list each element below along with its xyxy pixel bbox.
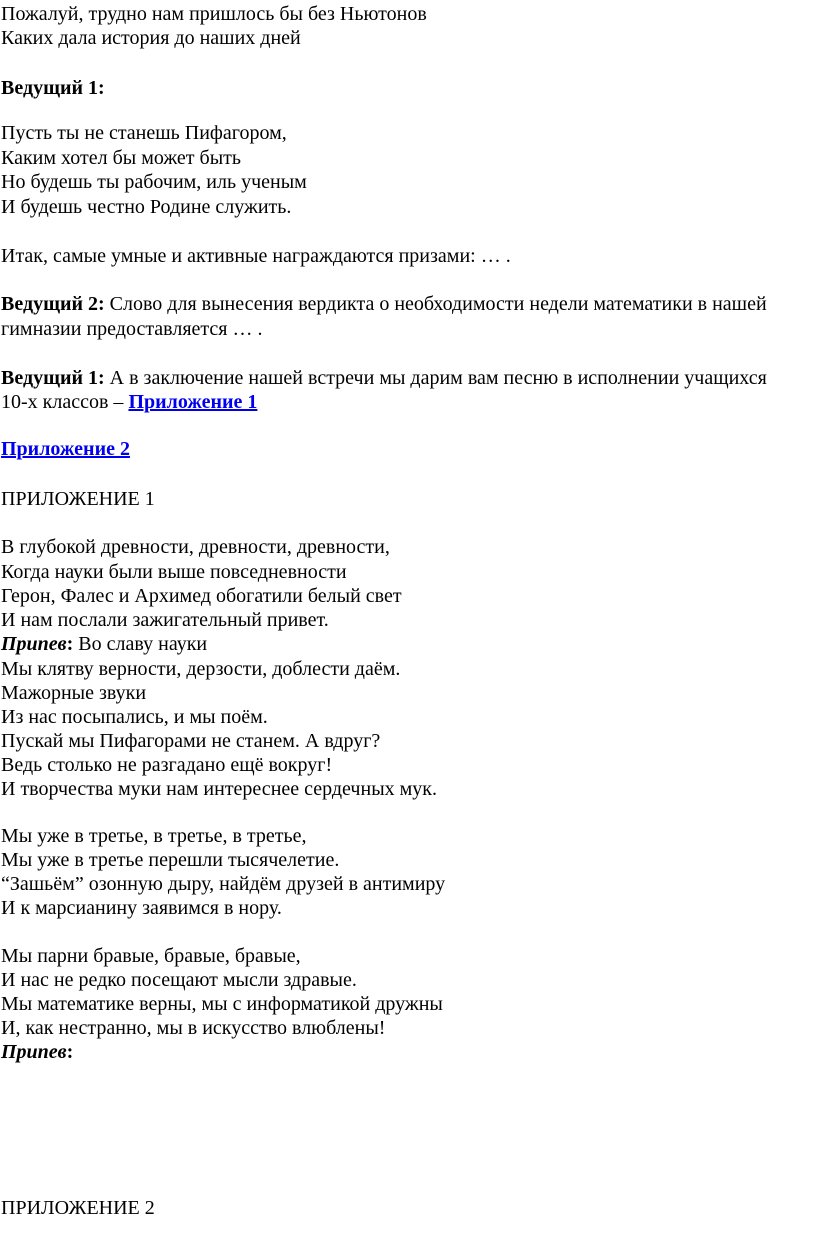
- speaker-2-text-1: Слово для вынесения вердикта о необходимости недели математики в нашей: [104, 293, 767, 315]
- song-verse-2-line-1: Мы уже в третье, в третье, в третье,: [1, 825, 307, 847]
- chorus-line-2: Мажорные звуки: [1, 682, 147, 704]
- song-verse-2-line-4: И к марсианину заявимся в нору.: [1, 897, 282, 919]
- intro-line-2: Каких дала история до наших дней: [1, 27, 301, 49]
- song-verse-1-line-2: Когда науки были выше повседневности: [1, 561, 347, 583]
- song-verse-1-line-3: Герон, Фалес и Архимед обогатили белый свет: [1, 585, 402, 607]
- speaker-1-heading: Ведущий 1:: [1, 77, 105, 99]
- song-verse-1-line-4: И нам послали зажигательный привет.: [1, 609, 329, 631]
- chorus-first-line: [1, 632, 207, 656]
- song-verse-2-line-3: “Зашьём” озонную дыру, найдём друзей в антимиру: [1, 873, 446, 895]
- song-verse-3-line-2: И нас не редко посещают мысли здравые.: [1, 969, 357, 991]
- chorus-end-label: Припев: [1, 1041, 67, 1063]
- song-verse-3-line-4: И, как нестранно, мы в искусство влюблены!: [1, 1017, 386, 1039]
- appendix-1-link[interactable]: Приложение 1: [128, 391, 258, 413]
- speaker-1-final-line-2: [1, 390, 257, 414]
- chorus-line-1: Мы клятву верности, дерзости, доблести даём.: [1, 658, 401, 680]
- speaker-2-label: Ведущий 2:: [1, 293, 105, 315]
- song-verse-3-line-1: Мы парни бравые, бравые, бравые,: [1, 945, 301, 967]
- chorus-line-5: Ведь столько не разгадано ещё вокруг!: [1, 754, 333, 776]
- speaker-2-line-2: гимназии предоставляется … .: [1, 318, 263, 340]
- chorus-label: Припев: [1, 633, 67, 655]
- speaker-1-final-text-1: А в заключение нашей встречи мы дарим вам песню в исполнении учащихся: [104, 367, 767, 389]
- poem-line-1: Пусть ты не станешь Пифагором,: [1, 122, 287, 144]
- song-verse-2-line-2: Мы уже в третье перешли тысячелетие.: [1, 849, 340, 871]
- song-verse-1-line-1: В глубокой древности, древности, древности,: [1, 536, 390, 558]
- chorus-end-line: [1, 1040, 73, 1064]
- appendix-2-heading: ПРИЛОЖЕНИЕ 2: [1, 1197, 155, 1219]
- poem-line-2: Каким хотел бы может быть: [1, 147, 242, 169]
- poem-line-3: Но будешь ты рабочим, иль ученым: [1, 171, 307, 193]
- chorus-line-4: Пускай мы Пифагорами не станем. А вдруг?: [1, 730, 381, 752]
- chorus-first-text: Во славу науки: [73, 633, 208, 655]
- appendix-2-link[interactable]: Приложение 2: [1, 438, 130, 460]
- appendix-2-link-line: [1, 437, 130, 461]
- chorus-colon: :: [66, 633, 74, 655]
- speaker-2-line-1: [1, 292, 767, 316]
- intro-line-1: Пожалуй, трудно нам пришлось бы без Ньютонов: [1, 3, 427, 25]
- speaker-1-final-line-1: [1, 366, 767, 390]
- poem-line-4: И будешь честно Родине служить.: [1, 196, 292, 218]
- song-verse-3-line-3: Мы математике верны, мы с информатикой дружны: [1, 993, 443, 1015]
- prizes-line: Итак, самые умные и активные награждаются призами: … .: [1, 245, 511, 267]
- chorus-line-6: И творчества муки нам интереснее сердечных мук.: [1, 778, 438, 800]
- speaker-1-final-label: Ведущий 1:: [1, 367, 105, 389]
- chorus-end-colon: :: [66, 1041, 74, 1063]
- chorus-line-3: Из нас посыпались, и мы поём.: [1, 706, 268, 728]
- appendix-1-heading: ПРИЛОЖЕНИЕ 1: [1, 488, 155, 510]
- speaker-1-final-text-2: 10-х классов –: [1, 391, 129, 413]
